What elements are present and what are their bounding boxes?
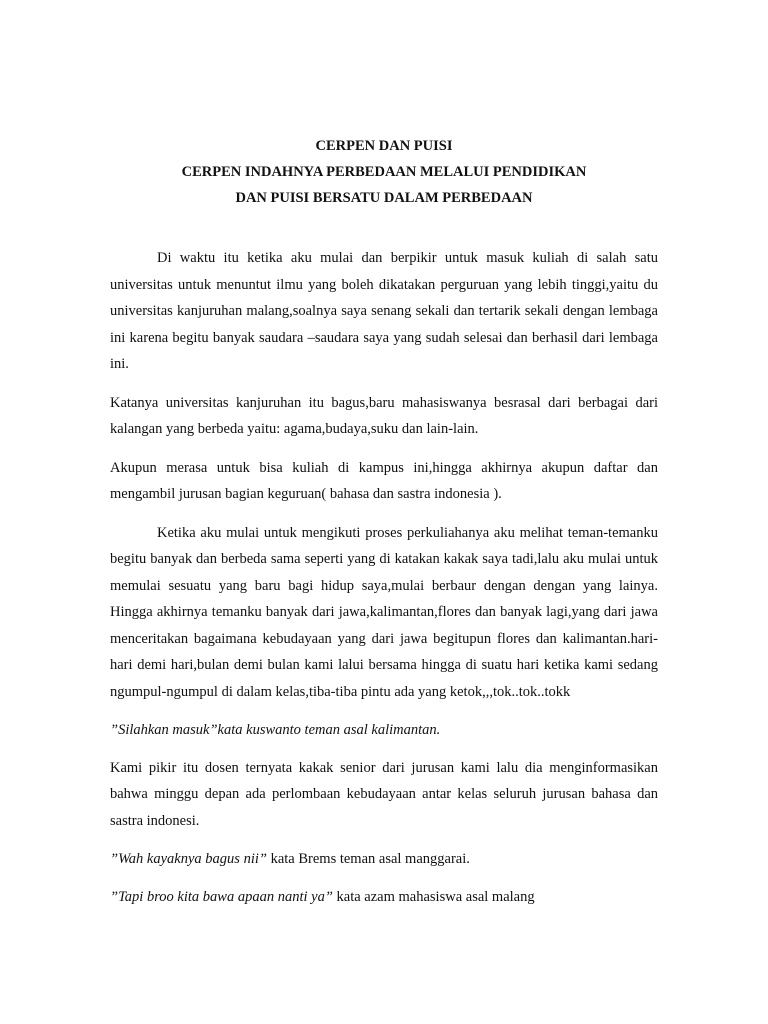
paragraph-friends: Ketika aku mulai untuk mengikuti proses perkuliahanya aku melihat teman-temanku begitu banyak dan berbeda sama seperti yang di katakan kakak saya tadi,lalu aku mulai untuk memulai sesuatu yang baru bagi hidup saya,mulai berbaur dengan dengan yang lainya. Hingga akhirnya temanku banyak dari jawa,kalimantan,flores dan banyak lagi,yang dari jawa menceritakan bagaimana kebudayaan yang dari jawa begitupun flores dan kalimantan.hari-hari demi hari,bulan demi bulan kami lalui bersama hingga di suatu hari ketika kami sedang ngumpul-ngumpul di dalam kelas,tiba-tiba pintu ada yang ketok,,,tok..tok..tokk (110, 524, 658, 700)
dialog-attribution: kata azam mahasiswa asal malang (332, 888, 535, 905)
paragraph-intro: Di waktu itu ketika aku mulai dan berpikir untuk masuk kuliah di salah satu universitas untuk menuntut ilmu yang boleh dikatakan perguruan yang lebih tinggi,yaitu du universitas kanjuruhan malang,soalnya saya senang sekali dan tertarik sekali dengan lembaga ini karena begitu banyak saudara –saudara saya yang sudah selesai dan berhasil dari lembaga ini. (110, 250, 658, 372)
paragraph-university: Katanya universitas kanjuruhan itu bagus,baru mahasiswanya besrasal dari berbagai dari kalangan yang berbeda yaitu: agama,budaya,suku dan lain-lain. (110, 394, 658, 437)
dialog-line-kuswanto (110, 717, 658, 744)
dialog-attribution: kata Brems teman asal manggarai. (266, 851, 470, 867)
paragraph-enrollment: Akupun merasa untuk bisa kuliah di kampus ini,hingga akhirnya akupun daftar dan mengambil jurusan bagian keguruan( bahasa dan sastra indonesia ). (110, 459, 658, 502)
dialog-quote: ”Wah kayaknya bagus nii” (110, 851, 267, 867)
title-block (0, 133, 768, 211)
cerpen-title: CERPEN INDAHNYA PERBEDAAN MELALUI PENDIDIKAN (181, 164, 587, 180)
paragraph-announcement: Kami pikir itu dosen ternyata kakak senior dari jurusan kami lalu dia menginformasikan bahwa minggu depan ada perlombaan kebudayaan antar kelas seluruh jurusan bahasa dan sastra indonesi. (110, 759, 658, 829)
document-title: CERPEN DAN PUISI (315, 138, 453, 154)
puisi-title: DAN PUISI BERSATU DALAM PERBEDAAN (235, 190, 533, 206)
dialog-quote: ”Tapi broo kita bawa apaan nanti ya” (110, 888, 333, 905)
dialog-line-azam (110, 884, 658, 911)
story-body (110, 245, 658, 921)
dialog-line-brems (110, 846, 658, 873)
dialog-quote: ”Silahkan masuk”kata kuswanto teman asal kalimantan. (110, 722, 441, 738)
